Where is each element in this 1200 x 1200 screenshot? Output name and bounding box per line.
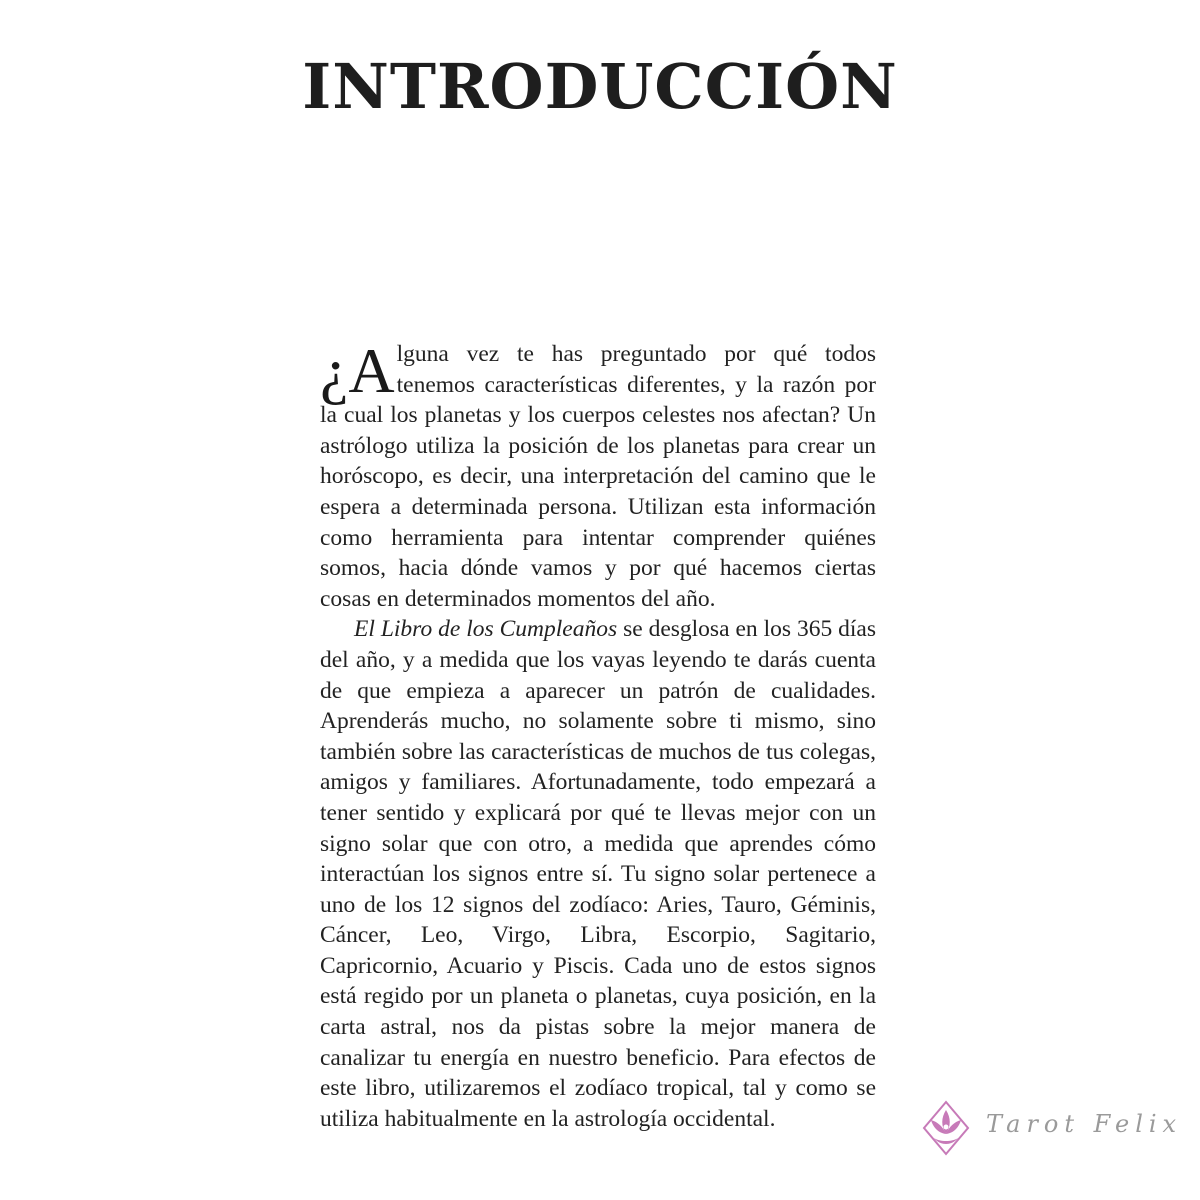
lotus-icon — [914, 1096, 978, 1160]
watermark-text: Tarot Felix — [986, 1110, 1183, 1138]
book-title: El Libro de los Cumpleaños — [354, 616, 618, 643]
paragraph-2 — [320, 614, 876, 1134]
body-text — [320, 335, 876, 1134]
drop-cap: ¿A — [320, 335, 395, 406]
paragraph-1 — [320, 335, 876, 614]
page-title: INTRODUCCIÓN — [302, 50, 898, 123]
paragraph-2-text: se desglosa en los 365 días del año, y a medida que los vayas leyendo te darás cuenta de que empieza a aparecer un patrón de cualidades. Aprenderás mucho, no solamente sobre ti mismo, sino también sobre las características de muchos de tus colegas, amigos y familiares. Afortunadamente, todo empezará a tener sentido y explicará por qué te llevas mejor con un signo solar que con otro, a medida que aprendes cómo interactúan los signos entre sí. Tu signo solar pertenece a uno de los 12 signos del zodíaco: Aries, Tauro, Géminis, Cáncer, Leo, Virgo, Libra, Escorpio, Sagitario, Capricornio, Acuario y Piscis. Cada uno de estos signos está regido por un planeta o planetas, cuya posición, en la carta astral, nos da pistas sobre la mejor manera de canalizar tu energía en nuestro beneficio. Para efectos de este libro, utilizaremos el zodíaco tropical, tal y como se utiliza habitualmente en la astrología occidental. — [320, 616, 876, 1132]
paragraph-1-text: lguna vez te has preguntado por qué todos tenemos características diferentes, y la razón por la cual los planetas y los cuerpos celestes nos afectan? Un astrólogo utiliza la posición de los planetas para crear un horóscopo, es decir, una interpretación del camino que le espera a determinada persona. Utilizan esta información como herramienta para intentar comprender quiénes somos, hacia dónde vamos y por qué hacemos ciertas cosas en determinados momentos del año. — [320, 341, 876, 612]
watermark — [914, 1096, 1183, 1160]
